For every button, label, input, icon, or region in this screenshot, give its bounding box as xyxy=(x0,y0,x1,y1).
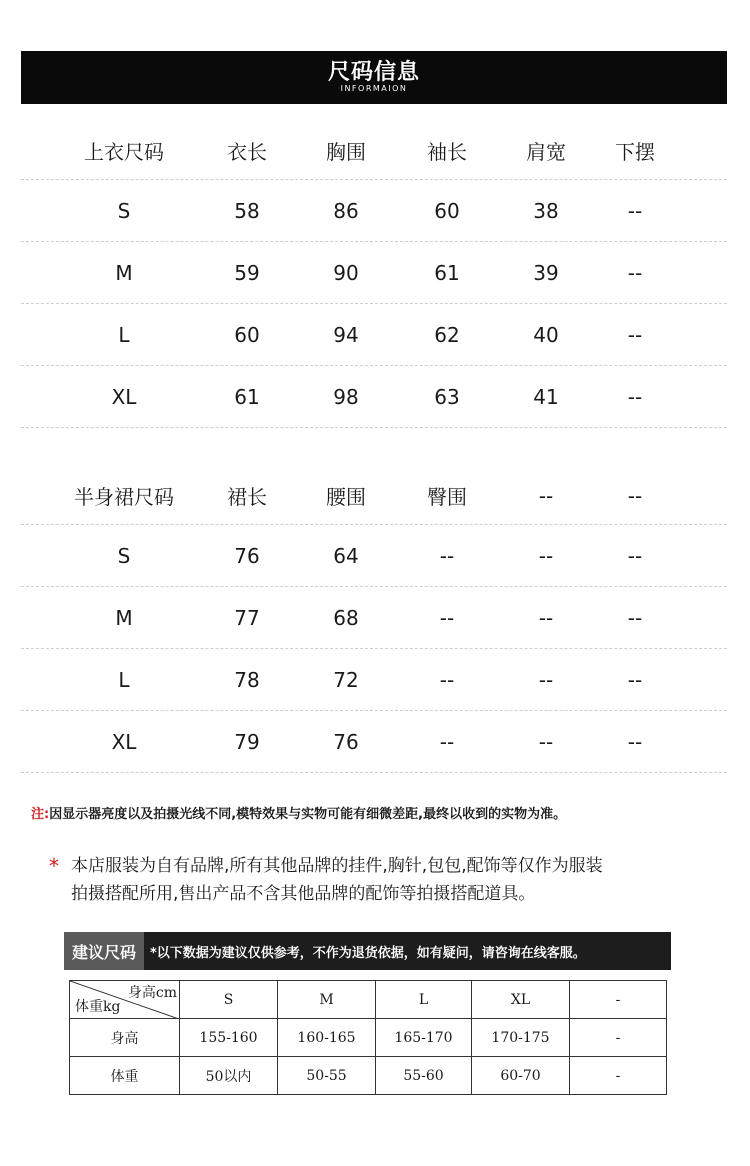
table-header-row xyxy=(21,122,727,180)
banner-subtitle: INFORMAION xyxy=(340,84,408,93)
table-row xyxy=(21,587,727,649)
recommend-header xyxy=(64,932,671,970)
asterisk-icon: * xyxy=(49,854,59,878)
recommend-note: *以下数据为建议仅供参考，不作为退货依据，如有疑问，请咨询在线客服。 xyxy=(150,945,586,961)
table-row xyxy=(21,525,727,587)
header-cell: 胸围 xyxy=(326,140,366,164)
table-cell: -- xyxy=(439,729,455,754)
table-cell: -- xyxy=(627,543,643,568)
table-cell: 165-170 xyxy=(376,1019,472,1057)
table-cell: 50-55 xyxy=(278,1057,376,1095)
table-cell: 63 xyxy=(434,384,460,409)
table-cell: 58 xyxy=(234,198,260,223)
table-cell: 60-70 xyxy=(472,1057,570,1095)
table-cell: 60 xyxy=(434,198,460,223)
table-cell: - xyxy=(570,1019,667,1057)
table-cell: 61 xyxy=(234,384,260,409)
info-banner xyxy=(21,51,727,104)
table-cell: -- xyxy=(627,384,643,409)
row-label: 身高 xyxy=(70,1019,180,1057)
table-cell: 59 xyxy=(234,260,260,285)
header-cell: 裙长 xyxy=(227,485,267,509)
recommend-header-row xyxy=(70,981,667,1019)
table-cell: 76 xyxy=(234,543,260,568)
header-cell: -- xyxy=(538,483,554,508)
table-cell: -- xyxy=(439,605,455,630)
banner-title: 尺码信息 xyxy=(327,60,420,85)
table-cell: 40 xyxy=(533,322,559,347)
header-cell: 袖长 xyxy=(427,140,467,164)
table-cell: -- xyxy=(538,543,554,568)
column-header: M xyxy=(278,981,376,1019)
table-cell: 155-160 xyxy=(180,1019,278,1057)
top-size-table xyxy=(21,122,727,428)
table-cell: 72 xyxy=(333,667,359,692)
table-cell: -- xyxy=(627,198,643,223)
table-cell: XL xyxy=(111,729,137,754)
table-cell: 77 xyxy=(234,605,260,630)
table-cell: 79 xyxy=(234,729,260,754)
table-cell: -- xyxy=(439,667,455,692)
recommend-table xyxy=(69,980,667,1095)
column-header: XL xyxy=(472,981,570,1019)
table-cell: -- xyxy=(627,260,643,285)
table-cell: 39 xyxy=(533,260,559,285)
skirt-size-table xyxy=(21,467,727,773)
table-cell: 38 xyxy=(533,198,559,223)
table-cell: 50以内 xyxy=(180,1057,278,1095)
table-cell: -- xyxy=(627,667,643,692)
table-cell: L xyxy=(118,322,130,347)
table-cell: 98 xyxy=(333,384,359,409)
table-row xyxy=(70,1057,667,1095)
table-row xyxy=(70,1019,667,1057)
table-cell: - xyxy=(570,1057,667,1095)
header-cell: 下摆 xyxy=(615,140,655,164)
header-cell: 腰围 xyxy=(326,485,366,509)
table-cell: 94 xyxy=(333,322,359,347)
column-header: - xyxy=(570,981,667,1019)
display-disclaimer xyxy=(31,803,566,822)
table-cell: 90 xyxy=(333,260,359,285)
table-cell: 60 xyxy=(234,322,260,347)
table-cell: -- xyxy=(439,543,455,568)
table-cell: 41 xyxy=(533,384,559,409)
column-header: L xyxy=(376,981,472,1019)
table-row xyxy=(21,304,727,366)
header-cell: 衣长 xyxy=(227,140,267,164)
table-row xyxy=(21,180,727,242)
table-row xyxy=(21,366,727,428)
table-cell: 62 xyxy=(434,322,460,347)
table-cell: -- xyxy=(627,729,643,754)
table-cell: 78 xyxy=(234,667,260,692)
row-label: 体重 xyxy=(70,1057,180,1095)
table-cell: 64 xyxy=(333,543,359,568)
header-cell: -- xyxy=(627,483,643,508)
table-cell: 61 xyxy=(434,260,460,285)
recommend-label: 建议尺码 xyxy=(64,932,144,970)
note-prefix: 注: xyxy=(31,807,50,822)
table-cell: M xyxy=(115,605,133,630)
table-cell: -- xyxy=(627,605,643,630)
table-cell: 55-60 xyxy=(376,1057,472,1095)
corner-bottom-label: 体重kg xyxy=(75,999,121,1015)
table-cell: 76 xyxy=(333,729,359,754)
table-cell: S xyxy=(117,543,131,568)
brand-note-line: 拍摄搭配所用,售出产品不含其他品牌的配饰等拍摄搭配道具。 xyxy=(71,884,536,904)
table-cell: L xyxy=(118,667,130,692)
table-cell: -- xyxy=(538,667,554,692)
brand-note-line: 本店服装为自有品牌,所有其他品牌的挂件,胸针,包包,配饰等仅作为服装 xyxy=(71,856,603,876)
table-header-row xyxy=(21,467,727,525)
table-cell: 86 xyxy=(333,198,359,223)
table-row xyxy=(21,242,727,304)
header-cell: 臀围 xyxy=(427,485,467,509)
note-text: 因显示器亮度以及拍摄光线不同,模特效果与实物可能有细微差距,最终以收到的实物为准。 xyxy=(49,807,567,822)
table-cell: -- xyxy=(538,729,554,754)
table-cell: 160-165 xyxy=(278,1019,376,1057)
table-row xyxy=(21,649,727,711)
table-cell: -- xyxy=(627,322,643,347)
table-cell: -- xyxy=(538,605,554,630)
table-cell: 170-175 xyxy=(472,1019,570,1057)
table-cell: 68 xyxy=(333,605,359,630)
header-cell: 半身裙尺码 xyxy=(74,485,174,509)
header-cell: 肩宽 xyxy=(526,140,566,164)
table-cell: S xyxy=(117,198,131,223)
table-row xyxy=(21,711,727,773)
column-header: S xyxy=(180,981,278,1019)
table-cell: M xyxy=(115,260,133,285)
header-cell: 上衣尺码 xyxy=(84,140,164,164)
corner-cell xyxy=(70,981,180,1019)
table-cell: XL xyxy=(111,384,137,409)
corner-top-label: 身高cm xyxy=(127,985,177,1001)
